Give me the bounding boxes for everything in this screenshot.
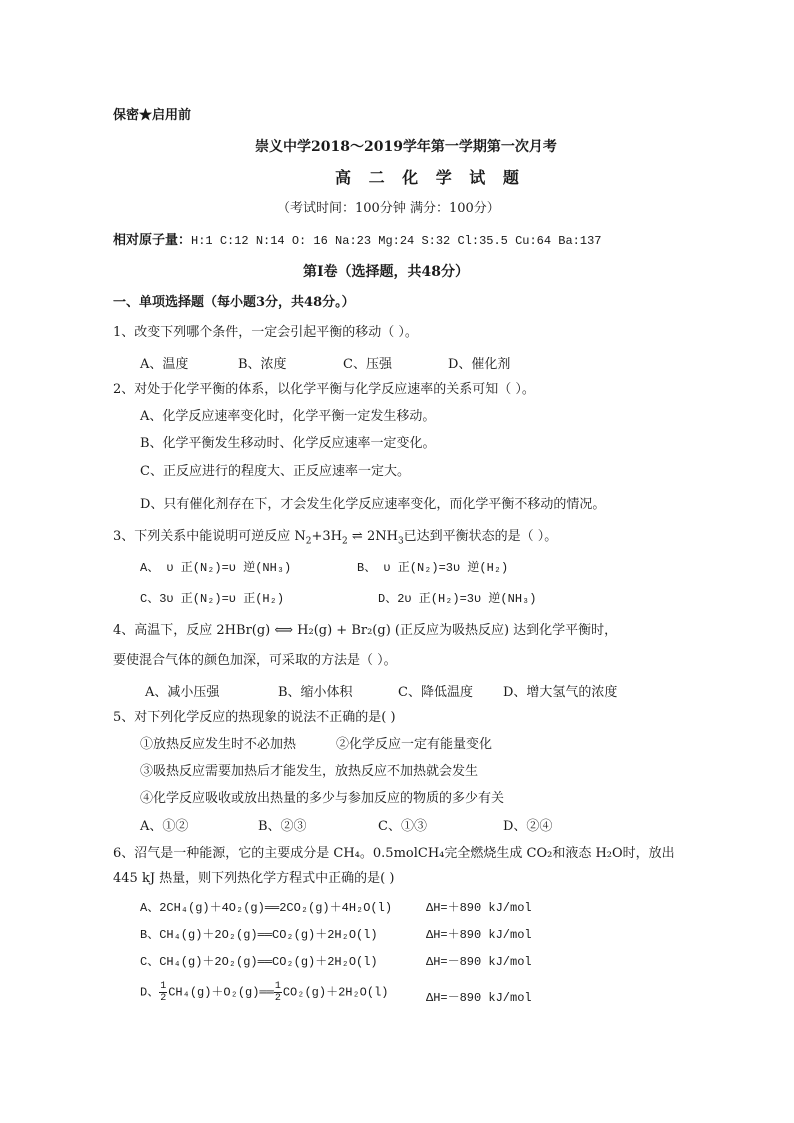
q4-option-c: C、降低温度	[398, 685, 473, 700]
q6-stem-line1: 6、沼气是一种能源，它的主要成分是 CH₄。0.5molCH₄完全燃烧生成 CO₂和液态 H₂O时，放出	[113, 846, 675, 861]
q3-option-b: B、 υ 正(N₂)=3υ 逆(H₂)	[357, 561, 509, 575]
q2-option-d: D、只有催化剂存在下，才会发生化学反应速率变化，而化学平衡不移动的情况。	[140, 497, 606, 512]
q5-option-d: D、②④	[503, 819, 553, 834]
q6-option-a-equation: A、2CH₄(g)＋4O₂(g)══2CO₂(g)＋4H₂O(l)	[140, 901, 393, 915]
atomic-mass-values: H:1 C:12 N:14 O: 16 Na:23 Mg:24 S:32 Cl:35.5 Cu:64 Ba:137	[191, 234, 602, 248]
school-exam-title: 崇义中学2018～2019学年第一学期第一次月考	[255, 139, 557, 155]
fraction-one-half: $\frac{1}{2}$	[274, 981, 281, 1004]
q2-option-a: A、化学反应速率变化时，化学平衡一定发生移动。	[140, 409, 436, 424]
subject-title: 高 二 化 学 试 题	[335, 168, 525, 187]
fraction-one-half: $\frac{1}{2}$	[160, 981, 167, 1004]
q2-option-c: C、正反应进行的程度大、正反应速率一定大。	[140, 464, 410, 479]
q3-stem: 3、下列关系中能说明可逆反应 $N_2+3H_2$ ⇌ $2NH_3$已达到平衡状态的是（ ）。	[113, 529, 558, 547]
q5-statement-4: ④化学反应吸收或放出热量的多少与参加反应的物质的多少有关	[140, 791, 505, 806]
q5-option-a: A、①②	[140, 819, 189, 834]
q1-option-b: B、浓度	[238, 357, 287, 372]
q6-option-d-enthalpy: ΔH=－890 kJ/mol	[426, 991, 532, 1005]
q4-stem-line2: 要使混合气体的颜色加深，可采取的方法是（ ）。	[113, 653, 397, 668]
q6-option-a-enthalpy: ΔH=＋890 kJ/mol	[426, 901, 532, 915]
q5-option-c: C、①③	[378, 819, 427, 834]
q5-statement-3: ③吸热反应需要加热后才能发生，放热反应不加热就会发生	[140, 764, 479, 779]
volume-title: 第Ⅰ卷（选择题，共48分）	[303, 264, 470, 280]
q1-option-d: D、催化剂	[448, 357, 511, 372]
q4-option-b: B、缩小体积	[278, 685, 353, 700]
q1-option-a: A、温度	[140, 357, 189, 372]
q3-option-c: C、3υ 正(N₂)=υ 正(H₂)	[140, 592, 285, 606]
q1-stem: 1、改变下列哪个条件，一定会引起平衡的移动（ ）。	[113, 325, 418, 340]
part-title: 一、单项选择题（每小题3分，共48分。）	[113, 295, 355, 310]
q2-option-b: B、化学平衡发生移动时、化学反应速率一定变化。	[140, 436, 436, 451]
q3-option-d: D、2υ 正(H₂)=3υ 逆(NH₃)	[378, 592, 537, 606]
equilibrium-arrow-icon: ⇌	[351, 529, 363, 544]
q4-stem-line1: 4、高温下，反应 2HBr(g) ⟺ H₂(g) + Br₂(g) (正反应为吸热反应) 达到化学平衡时，	[113, 623, 618, 638]
q4-option-a: A、减小压强	[145, 685, 220, 700]
q4-option-d: D、增大氢气的浓度	[503, 685, 618, 700]
q6-option-b-enthalpy: ΔH=＋890 kJ/mol	[426, 928, 532, 942]
q6-option-d-equation: D、 $\frac{1}{2}$ CH₄(g)＋O₂(g)══ $\frac{1}{2}$ CO₂(g)＋2H₂O(l)	[140, 981, 389, 1004]
q6-option-c-enthalpy: ΔH=－890 kJ/mol	[426, 955, 532, 969]
q6-option-b-equation: B、CH₄(g)＋2O₂(g)══CO₂(g)＋2H₂O(l)	[140, 928, 378, 942]
q6-stem-line2: 445 kJ 热量，则下列热化学方程式中正确的是( )	[113, 871, 395, 886]
q1-option-c: C、压强	[343, 357, 392, 372]
q5-statement-2: ②化学反应一定有能量变化	[336, 737, 493, 752]
q3-option-a: A、 υ 正(N₂)=υ 逆(NH₃)	[140, 561, 292, 575]
q2-stem: 2、对处于化学平衡的体系，以化学平衡与化学反应速率的关系可知（ ）。	[113, 382, 535, 397]
exam-time-info: （考试时间：100分钟 满分：100分）	[277, 201, 500, 216]
secret-label: 保密★启用前	[113, 108, 192, 123]
q5-statement-1: ①放热反应发生时不必加热	[140, 737, 297, 752]
atomic-mass-line	[113, 229, 601, 248]
q5-stem: 5、对下列化学反应的热现象的说法不正确的是( )	[113, 710, 396, 725]
atomic-mass-label: 相对原子量：	[113, 233, 192, 248]
q5-option-b: B、②③	[258, 819, 307, 834]
q6-option-c-equation: C、CH₄(g)＋2O₂(g)══CO₂(g)＋2H₂O(l)	[140, 955, 378, 969]
